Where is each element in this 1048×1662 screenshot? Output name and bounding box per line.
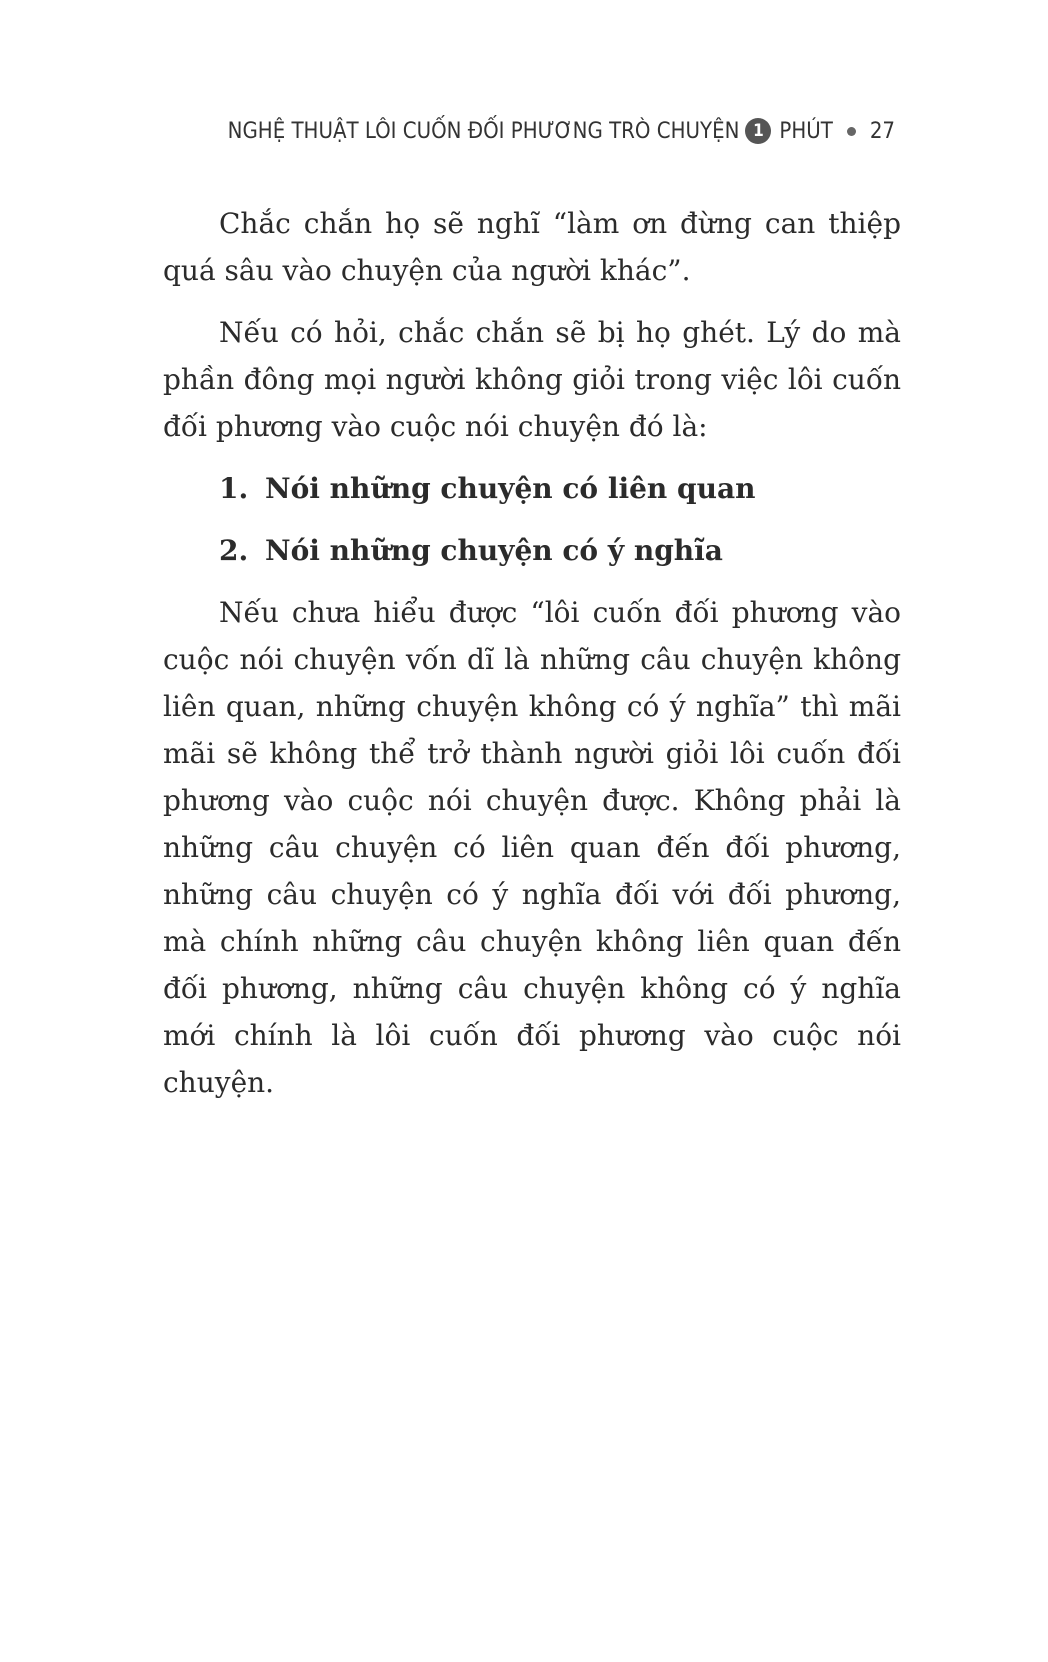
separator-dot bbox=[847, 127, 856, 136]
paragraph: Chắc chắn họ sẽ nghĩ “làm ơn đừng can thiệp quá sâu vào chuyện của người khác”. bbox=[163, 207, 901, 287]
list-item bbox=[219, 527, 901, 574]
paragraph: Nếu chưa hiểu được “lôi cuốn đối phương vào cuộc nói chuyện vốn dĩ là những câu chuyện không liên quan, những chuyện không có ý nghĩa” thì mãi mãi sẽ không thể trở thành người giỏi lôi cuốn đối phương vào cuộc nói chuyện được. Không phải là những câu chuyện có liên quan đến đối phương, những câu chuyện có ý nghĩa đối với đối phương, mà chính những câu chuyện không liên quan đến đối phương, những câu chuyện không có ý nghĩa mới chính là lôi cuốn đối phương vào cuộc nói chuyện. bbox=[163, 596, 901, 1099]
paragraph: Nếu có hỏi, chắc chắn sẽ bị họ ghét. Lý do mà phần đông mọi người không giỏi trong việc lôi cuốn đối phương vào cuộc nói chuyện đó là: bbox=[163, 316, 901, 443]
book-title: NGHỆ THUẬT LÔI CUỐN ĐỐI PHƯƠNG TRÒ CHUYỆN bbox=[227, 118, 740, 144]
page-body bbox=[163, 200, 901, 1121]
book-title-suffix: PHÚT bbox=[779, 118, 833, 144]
page-number: 27 bbox=[869, 118, 895, 144]
list-number: 1. bbox=[219, 472, 249, 505]
running-header bbox=[228, 118, 895, 144]
circled-number-badge: 1 bbox=[745, 118, 771, 144]
list-text: Nói những chuyện có liên quan bbox=[265, 472, 756, 505]
list-number: 2. bbox=[219, 534, 249, 567]
list-item bbox=[219, 465, 901, 512]
list-text: Nói những chuyện có ý nghĩa bbox=[265, 534, 723, 567]
